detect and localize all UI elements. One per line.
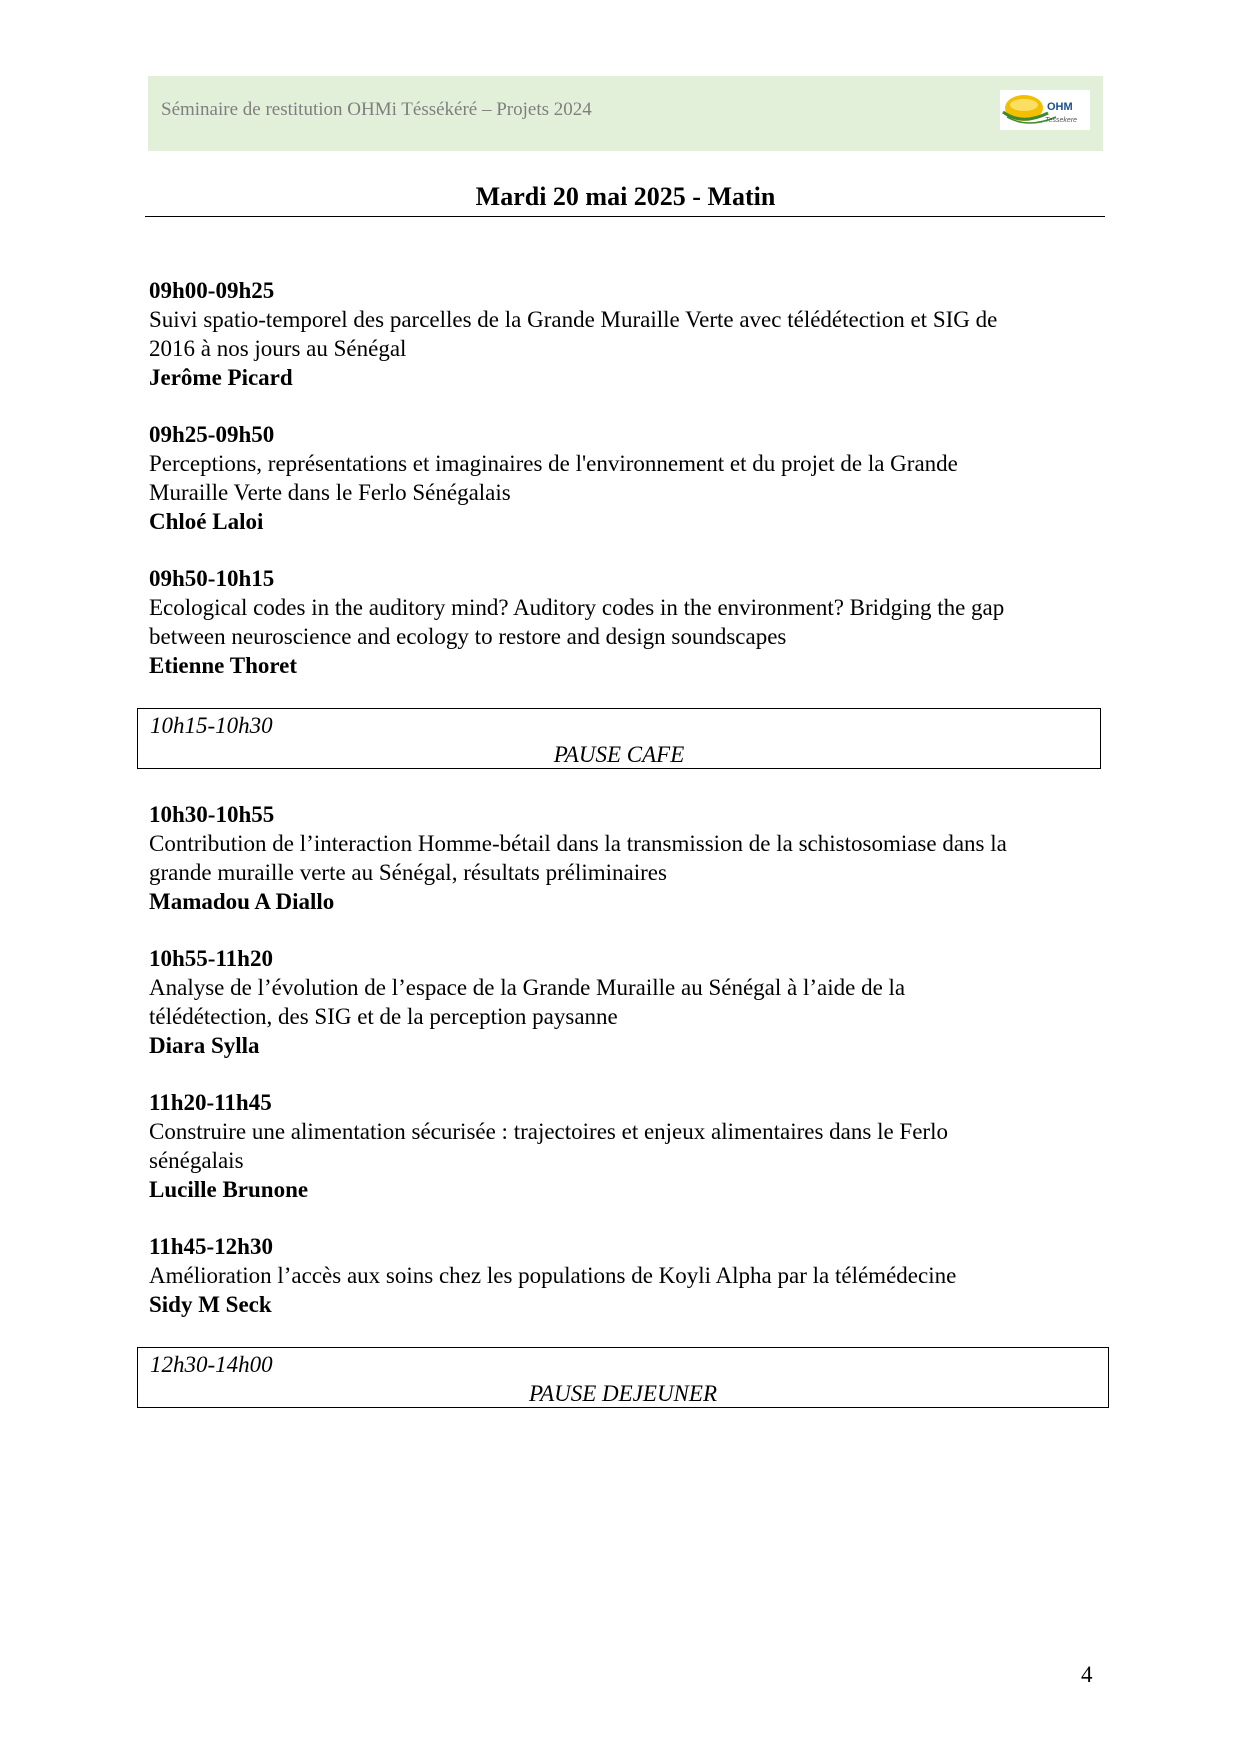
session-time: 09h00-09h25 xyxy=(149,278,275,303)
session-title-line: grande muraille verte au Sénégal, résultats préliminaires xyxy=(149,860,667,885)
session-block xyxy=(149,564,1109,680)
session-block xyxy=(149,800,1109,916)
page-number: 4 xyxy=(1081,1662,1093,1687)
session-title-line: Suivi spatio-temporel des parcelles de la Grande Muraille Verte avec télédétection et SIG de xyxy=(149,307,998,332)
session-block xyxy=(149,420,1109,536)
session-time: 11h45-12h30 xyxy=(149,1234,273,1259)
session-speaker: Lucille Brunone xyxy=(149,1177,309,1202)
logo-text: OHM xyxy=(1047,101,1073,113)
pause-time: 10h15-10h30 xyxy=(150,713,273,738)
pause-time: 12h30-14h00 xyxy=(150,1352,273,1377)
header-text: Séminaire de restitution OHMi Téssékéré – Projets 2024 xyxy=(161,99,592,120)
pause-box xyxy=(137,1347,1109,1408)
session-title-line: Perceptions, représentations et imaginaires de l'environnement et du projet de la Grande xyxy=(149,451,958,476)
session-block xyxy=(149,944,1109,1060)
logo-subtext: Tessekere xyxy=(1045,117,1078,124)
session-block xyxy=(149,276,1109,392)
ohm-logo-icon xyxy=(1000,90,1090,130)
session-title-line: Contribution de l’interaction Homme-bétail dans la transmission de la schistosomiase dans la xyxy=(149,831,1007,856)
session-title-line: Muraille Verte dans le Ferlo Sénégalais xyxy=(149,480,511,505)
session-time: 11h20-11h45 xyxy=(149,1090,272,1115)
pause-box xyxy=(137,708,1101,769)
session-title-line: télédétection, des SIG et de la perception paysanne xyxy=(149,1004,618,1029)
session-block xyxy=(149,1088,1109,1204)
page-header xyxy=(148,76,1103,151)
session-speaker: Mamadou A Diallo xyxy=(149,889,335,914)
session-title-line: 2016 à nos jours au Sénégal xyxy=(149,336,407,361)
session-speaker: Diara Sylla xyxy=(149,1033,260,1058)
session-time: 09h50-10h15 xyxy=(149,566,275,591)
session-time: 09h25-09h50 xyxy=(149,422,275,447)
session-speaker: Chloé Laloi xyxy=(149,509,264,534)
session-block xyxy=(149,1232,1109,1319)
title-divider xyxy=(145,216,1105,217)
session-title-line: Ecological codes in the auditory mind? Auditory codes in the environment? Bridging the gap xyxy=(149,595,1005,620)
session-time: 10h30-10h55 xyxy=(149,802,275,827)
pause-label: PAUSE DEJEUNER xyxy=(528,1381,717,1406)
session-speaker: Sidy M Seck xyxy=(149,1292,272,1317)
session-title-line: between neuroscience and ecology to restore and design soundscapes xyxy=(149,624,787,649)
pause-label: PAUSE CAFE xyxy=(553,742,685,767)
session-speaker: Etienne Thoret xyxy=(149,653,298,678)
session-speaker: Jerôme Picard xyxy=(149,365,293,390)
session-title-line: Amélioration l’accès aux soins chez les populations de Koyli Alpha par la télémédecine xyxy=(149,1263,957,1288)
session-title-line: Construire une alimentation sécurisée : trajectoires et enjeux alimentaires dans le Ferlo xyxy=(149,1119,948,1144)
session-time: 10h55-11h20 xyxy=(149,946,273,971)
session-title-line: sénégalais xyxy=(149,1148,244,1173)
ohm-logo xyxy=(1000,90,1090,130)
page-title: Mardi 20 mai 2025 - Matin xyxy=(475,182,776,211)
session-title-line: Analyse de l’évolution de l’espace de la Grande Muraille au Sénégal à l’aide de la xyxy=(149,975,906,1000)
